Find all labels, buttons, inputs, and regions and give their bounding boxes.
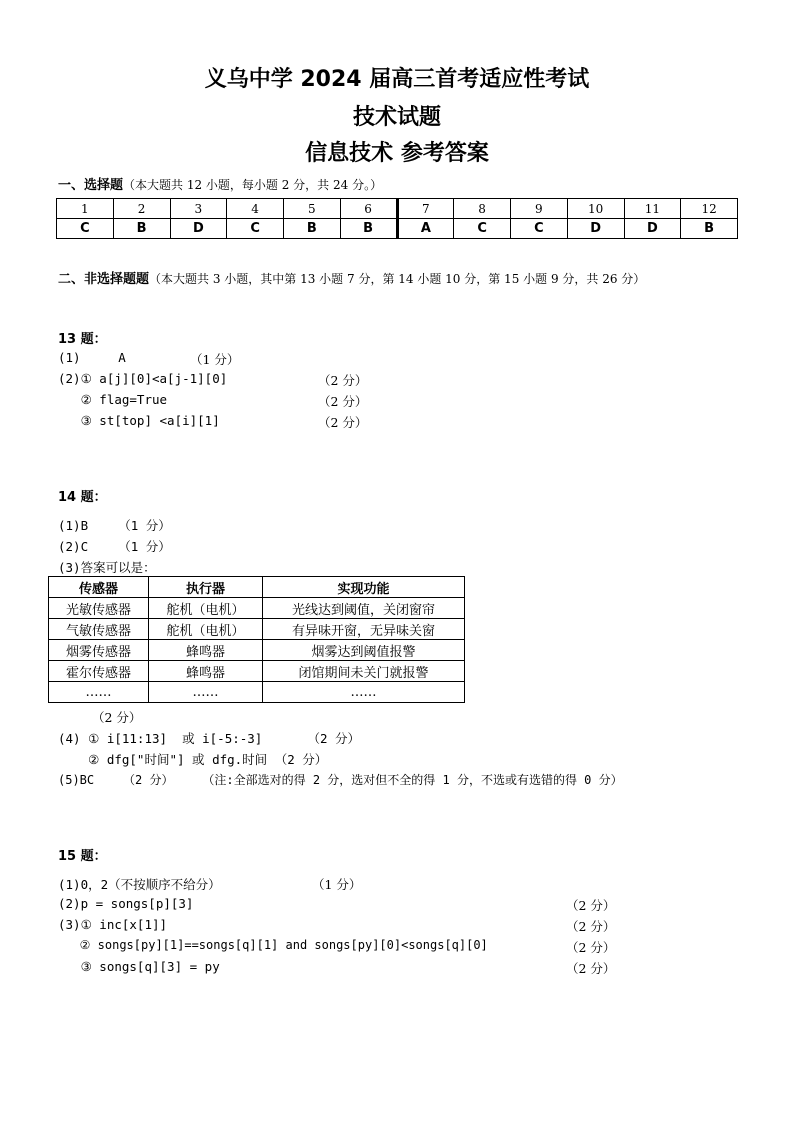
table-cell: 蜂鸣器	[149, 661, 263, 682]
table-cell: 光敏传感器	[49, 598, 149, 619]
qnum-cell: 3	[170, 199, 227, 219]
qnum-cell: 5	[284, 199, 341, 219]
table-row	[49, 619, 465, 640]
subject-title: 技术试题	[352, 105, 441, 130]
section1-note: （本大题共 12 小题，每小题 2 分，共 24 分。）	[123, 178, 383, 192]
q14-line1: (1)B （1 分）	[58, 518, 171, 533]
header-cell: 执行器	[149, 577, 263, 598]
q13-line4-points: （2 分）	[318, 415, 368, 430]
q15-line5-points: （2 分）	[566, 961, 616, 976]
q14-line2: (2)C （1 分）	[58, 539, 171, 554]
answer-cell: C	[57, 219, 114, 239]
q15-title: 15 题：	[58, 849, 107, 864]
q14-line5: ② dfg["时间"] 或 dfg.时间 （2 分）	[58, 752, 328, 767]
exam-title: 义乌中学 2024 届高三首考适应性考试	[204, 67, 590, 92]
q15-line4: ② songs[py][1]==songs[q][1] and songs[py][0]<songs[q][0]	[58, 938, 488, 952]
qnum-cell: 8	[454, 199, 511, 219]
table-cell: 舵机（电机）	[149, 598, 263, 619]
table-row	[49, 682, 465, 703]
q15-line4-points: （2 分）	[566, 940, 616, 955]
q14-line4: (4) ① i[11:13] 或 i[-5:-3] （2 分）	[58, 731, 361, 746]
table-row	[49, 661, 465, 682]
table-cell: ……	[149, 682, 263, 703]
q13-line3-points: （2 分）	[318, 394, 368, 409]
qnum-cell: 11	[624, 199, 681, 219]
table-cell: 霍尔传感器	[49, 661, 149, 682]
qnum-cell: 9	[511, 199, 568, 219]
answer-cell: B	[340, 219, 397, 239]
section2-note: （本大题共 3 小题，其中第 13 小题 7 分，第 14 小题 10 分，第 15 小题 9 分，共 26 分）	[149, 272, 646, 286]
section1-heading	[58, 174, 382, 193]
q13-line3: ② flag=True	[58, 392, 168, 407]
table-cell: 蜂鸣器	[149, 640, 263, 661]
answer-cell: C	[227, 219, 284, 239]
answer-row	[57, 219, 738, 239]
answer-cell: B	[681, 219, 738, 239]
table-row	[49, 640, 465, 661]
section2-label: 二、非选择题题	[58, 272, 150, 287]
q13-line1-points: （1 分）	[190, 352, 240, 367]
q15-line3-points: （2 分）	[566, 919, 616, 934]
table-cell: 有异味开窗，无异味关窗	[263, 619, 465, 640]
q13-line1: (1) A	[58, 350, 126, 365]
q15-line3: (3)① inc[x[1]]	[58, 917, 168, 932]
sensor-table-header	[49, 577, 465, 598]
answer-cell: C	[511, 219, 568, 239]
q14-line3: (3)答案可以是：	[58, 560, 156, 575]
section2-heading	[58, 268, 645, 287]
table-cell: 闭馆期间未关门就报警	[263, 661, 465, 682]
qnum-cell: 1	[57, 199, 114, 219]
q13-line4: ③ st[top] <a[i][1]	[58, 413, 220, 428]
qnum-cell: 12	[681, 199, 738, 219]
q15-line1-points: （1 分）	[312, 877, 362, 892]
table-cell: 烟雾传感器	[49, 640, 149, 661]
q14-table-points: （2 分）	[92, 710, 142, 725]
q13-line2: (2)① a[j][0]<a[j-1][0]	[58, 371, 228, 386]
multiple-choice-table	[56, 198, 738, 239]
q15-line5: ③ songs[q][3] = py	[58, 959, 220, 974]
header-cell: 传感器	[49, 577, 149, 598]
qnum-cell: 6	[340, 199, 397, 219]
sensor-table	[48, 576, 465, 703]
section1-label: 一、选择题	[58, 178, 124, 193]
answer-key-title: 信息技术 参考答案	[305, 141, 489, 166]
qnum-cell: 4	[227, 199, 284, 219]
q15-line2-points: （2 分）	[566, 898, 616, 913]
answer-cell: D	[567, 219, 624, 239]
answer-cell: D	[170, 219, 227, 239]
table-row	[49, 598, 465, 619]
table-cell: ……	[49, 682, 149, 703]
q15-line2: (2)p = songs[p][3]	[58, 896, 194, 911]
q14-title: 14 题：	[58, 490, 107, 505]
table-cell: 舵机（电机）	[149, 619, 263, 640]
question-number-row	[57, 199, 738, 219]
table-cell: 光线达到阈值，关闭窗帘	[263, 598, 465, 619]
answer-cell: B	[284, 219, 341, 239]
q14-line6: (5)BC （2 分） （注:全部选对的得 2 分，选对但不全的得 1 分，不选或有选错的得 0 分）	[58, 773, 623, 787]
table-cell: 烟雾达到阈值报警	[263, 640, 465, 661]
qnum-cell: 2	[113, 199, 170, 219]
answer-cell: D	[624, 219, 681, 239]
q15-line1: (1)0，2（不按顺序不给分）	[58, 877, 221, 892]
table-cell: 气敏传感器	[49, 619, 149, 640]
table-cell: ……	[263, 682, 465, 703]
answer-cell: A	[397, 219, 454, 239]
q13-title: 13 题：	[58, 332, 107, 347]
qnum-cell: 10	[567, 199, 624, 219]
q13-line2-points: （2 分）	[318, 373, 368, 388]
header-cell: 实现功能	[263, 577, 465, 598]
answer-cell: C	[454, 219, 511, 239]
qnum-cell: 7	[397, 199, 454, 219]
answer-cell: B	[113, 219, 170, 239]
